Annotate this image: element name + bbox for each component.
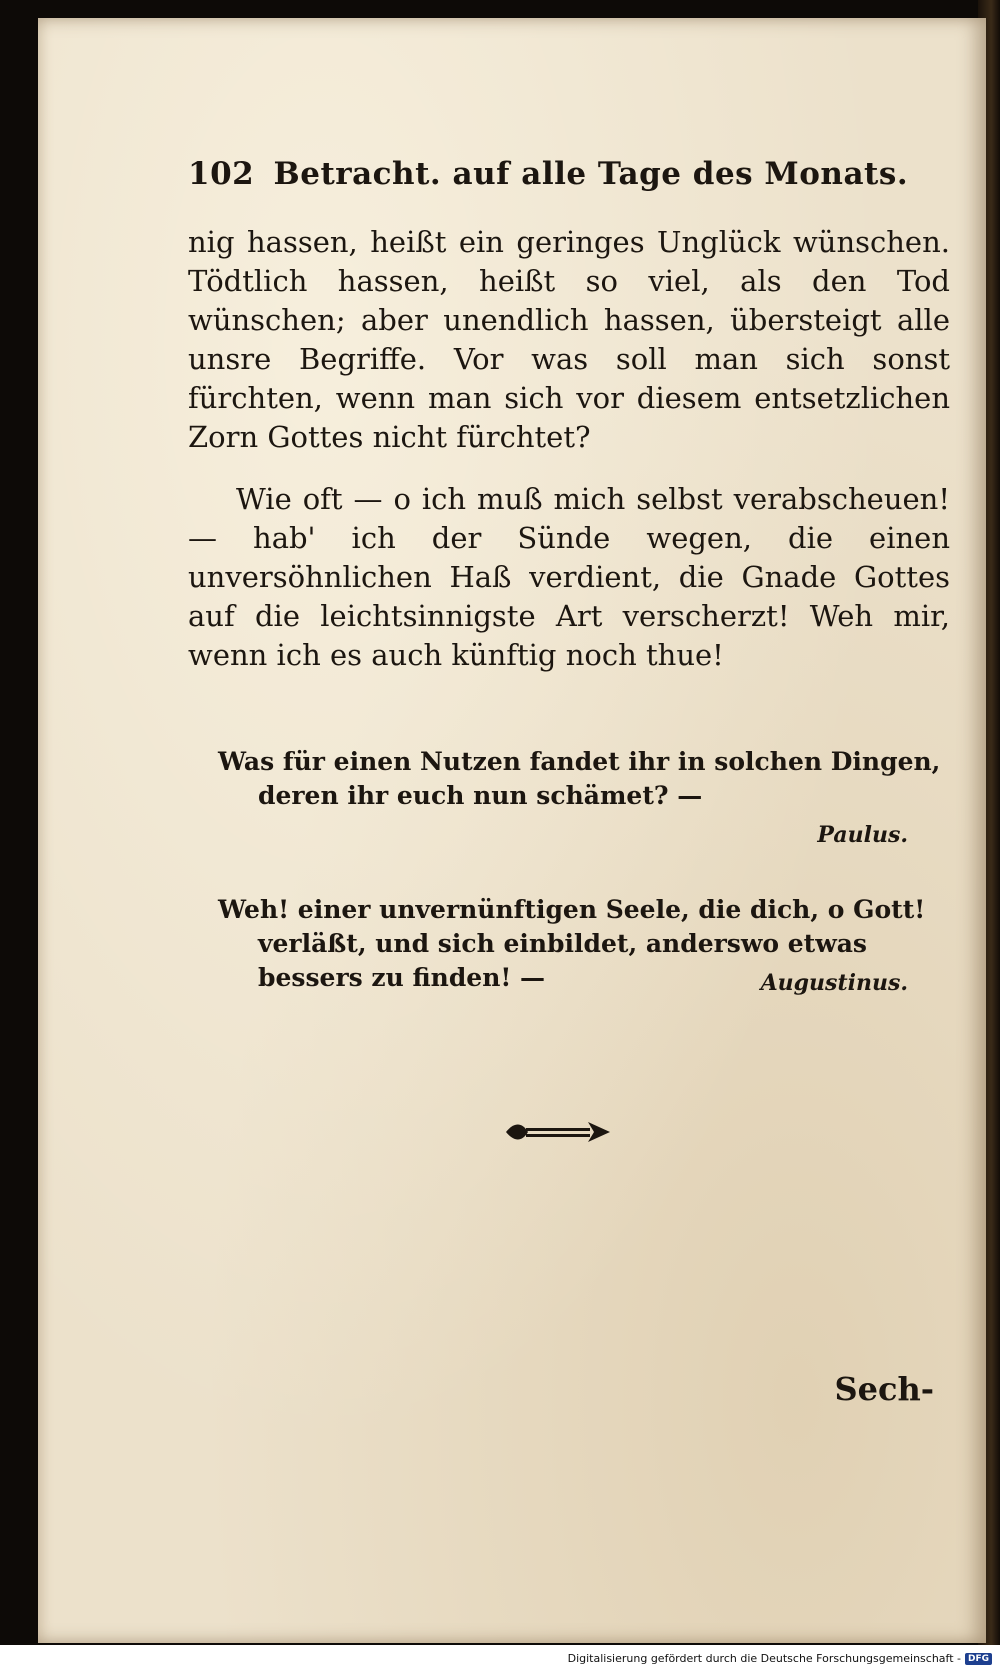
paragraph-1: nig hassen, heißt ein geringes Unglück wünschen. Tödtlich hassen, heißt so viel, als den Tod wünschen; aber unendlich hassen, übersteigt alle unsre Begriffe. Vor was soll man sich sonst fürchten, wenn man sich vor diesem entsetzlichen Zorn Gottes nicht fürchtet? bbox=[188, 225, 950, 454]
paragraph-2: Wie oft — o ich muß mich selbst verabscheuen! — hab' ich der Sünde wegen, die einen unversöhnlichen Haß verdient, die Gnade Gottes auf die leichtsinnigste Art verscherzt! Weh mir, wenn ich es auch künftig noch thue! bbox=[188, 482, 950, 672]
page-number: 102 bbox=[188, 156, 255, 192]
credit-text: Digitalisierung gefördert durch die Deutsche Forschungsgemeinschaft - bbox=[567, 1652, 961, 1665]
digitization-credit bbox=[568, 1652, 992, 1665]
quote-2: Weh! einer unvernünftigen Seele, die dich, o Gott! verläßt, und sich einbildet, anderswo etwas bessers zu finden! — bbox=[218, 895, 926, 992]
footer-bar bbox=[0, 1645, 1000, 1668]
quote-2-author: Augustinus. bbox=[760, 970, 908, 996]
book-page bbox=[38, 18, 986, 1643]
running-header bbox=[188, 156, 948, 192]
ornament-divider bbox=[500, 1114, 616, 1150]
catchword: Sech- bbox=[834, 1370, 934, 1408]
dfg-logo: DFG bbox=[965, 1653, 992, 1665]
quote-1-author: Paulus. bbox=[817, 822, 908, 848]
running-title: Betracht. auf alle Tage des Monats. bbox=[273, 156, 909, 192]
quote-1: Was für einen Nutzen fandet ihr in solchen Dingen, deren ihr euch nun schämet? — bbox=[218, 747, 941, 810]
